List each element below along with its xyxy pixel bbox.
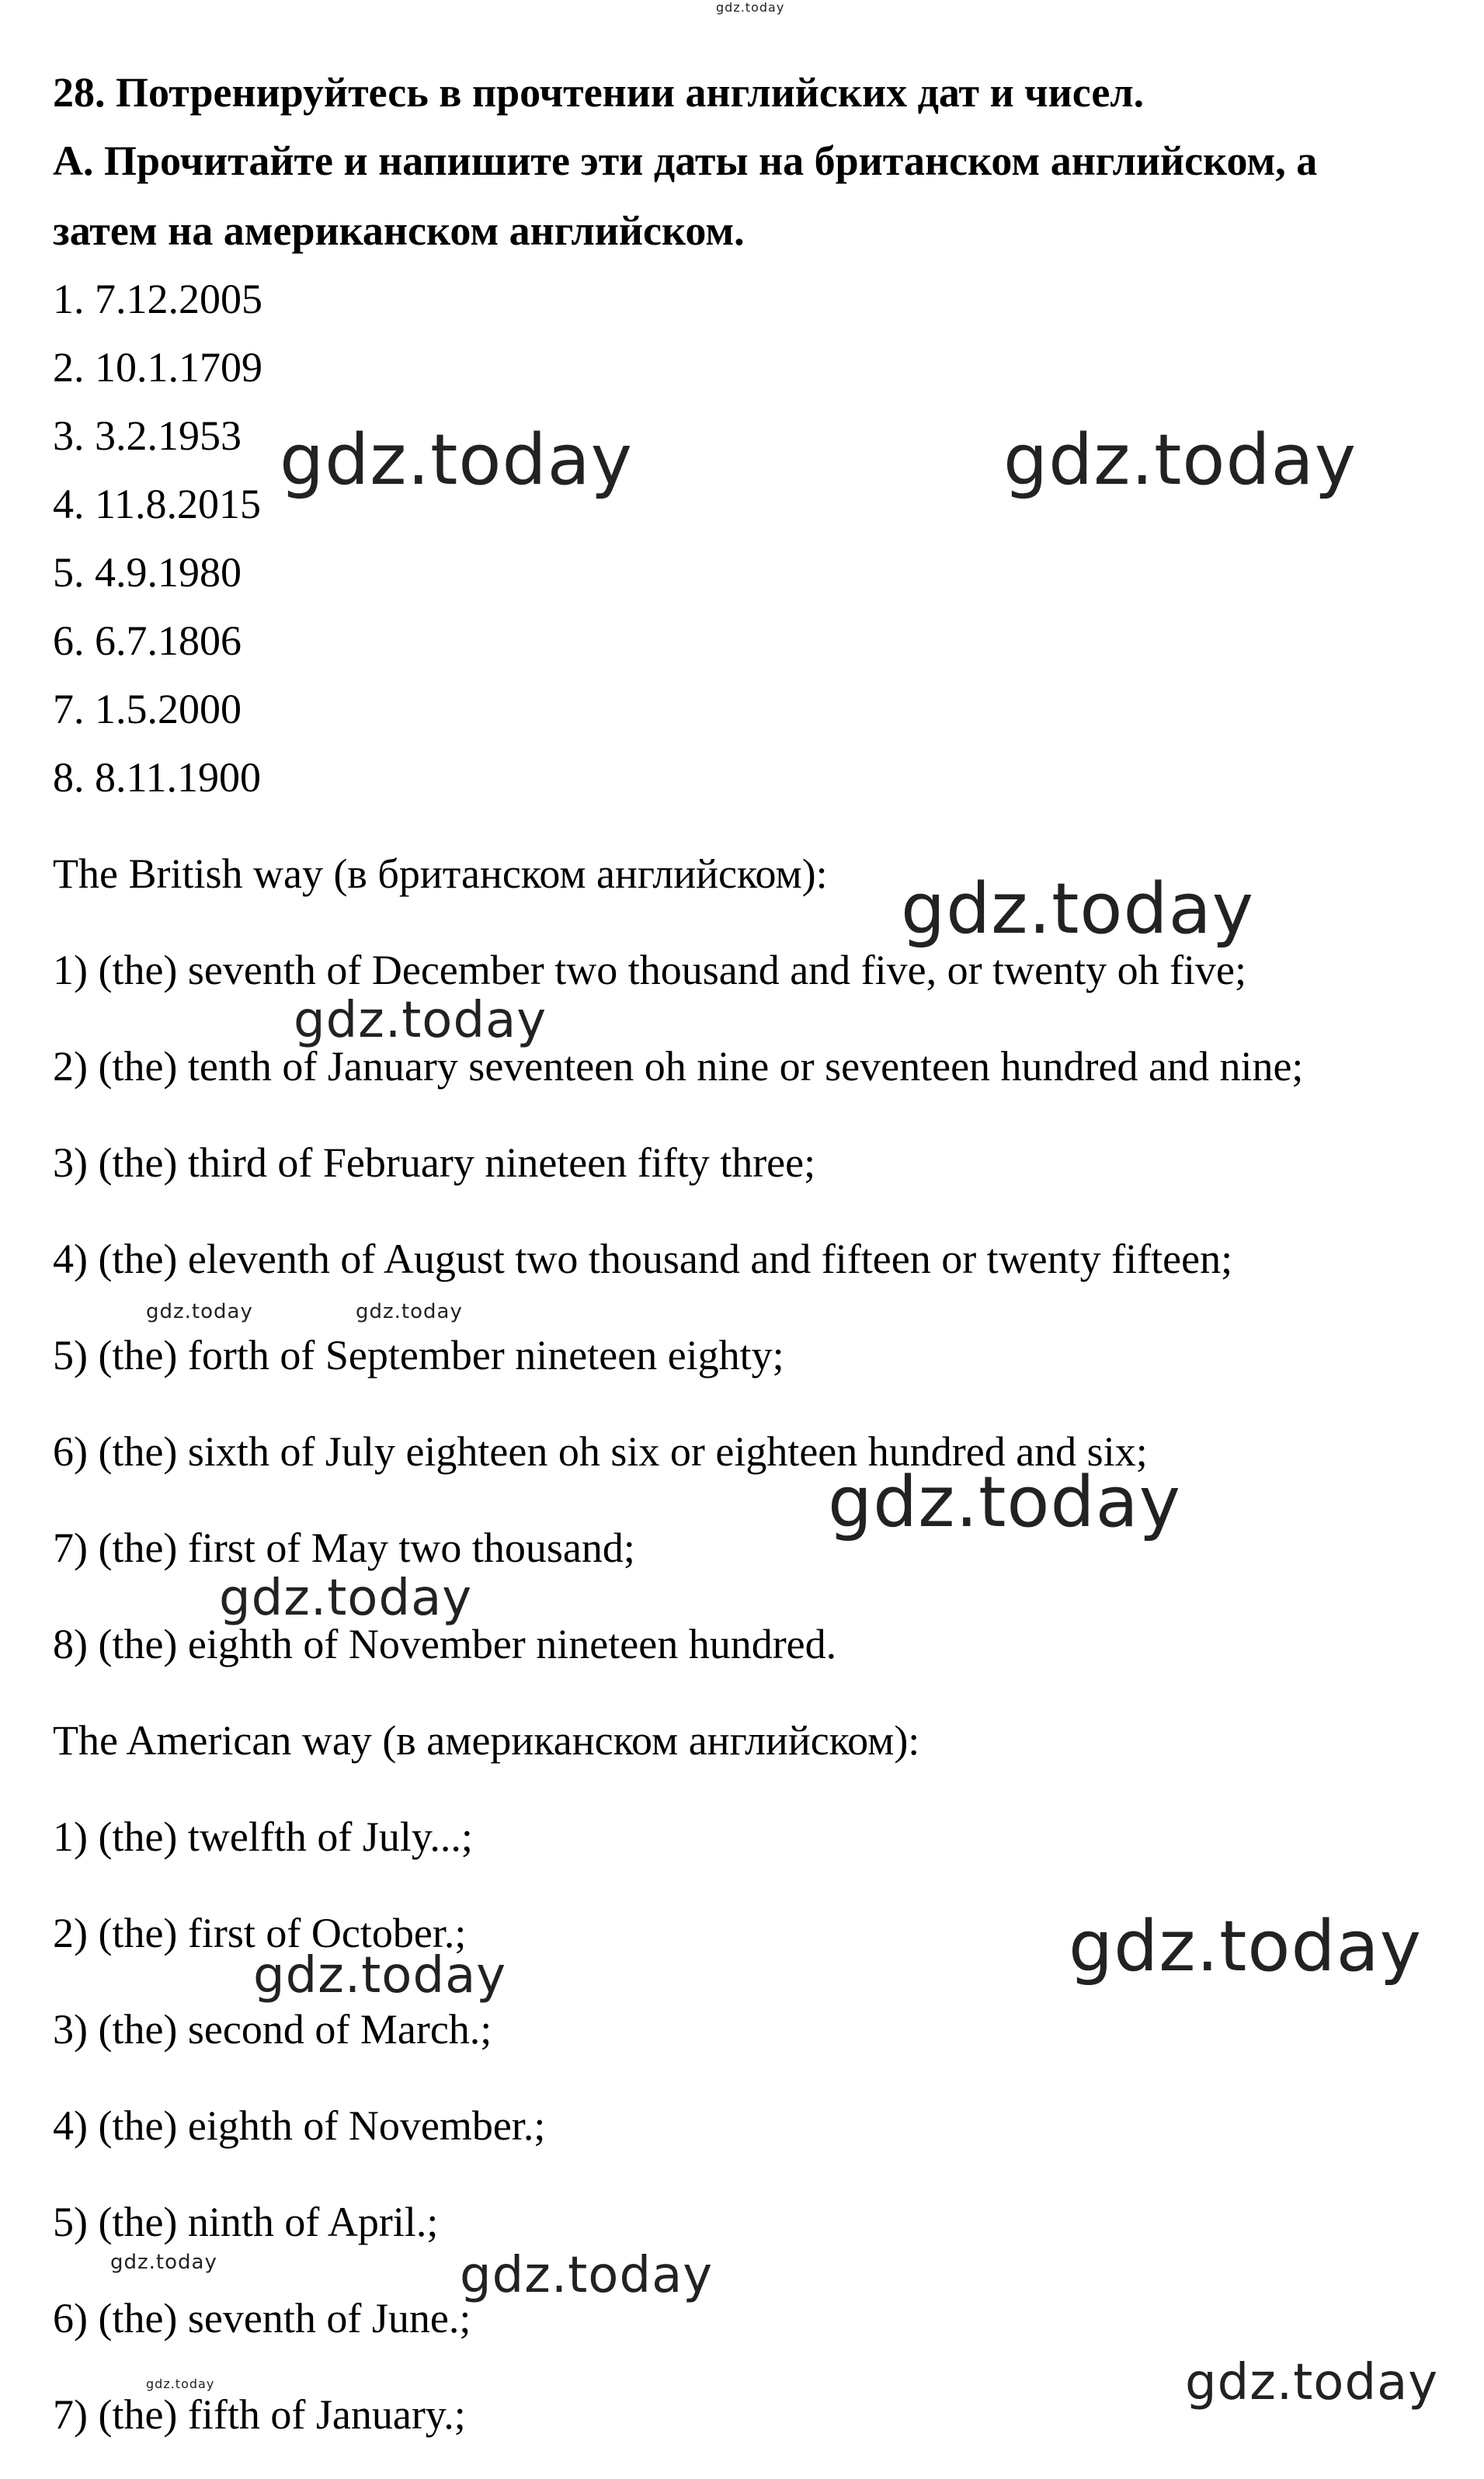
british-heading: The British way (в британском английском): <box>53 850 828 897</box>
watermark: gdz.today <box>1185 2354 1439 2411</box>
watermark: gdz.today <box>110 2251 217 2274</box>
american-item: 2) (the) first of October.; <box>53 1910 467 1956</box>
task-instruction-line-2: затем на американском английском. <box>53 207 745 254</box>
watermark: gdz.today <box>146 1300 253 1323</box>
watermark: gdz.today <box>1003 419 1357 501</box>
header-watermark: gdz.today <box>716 0 785 15</box>
date-item: 4. 11.8.2015 <box>53 481 261 527</box>
british-item: 1) (the) seventh of December two thousand and five, or twenty oh five; <box>53 947 1247 993</box>
date-item: 2. 10.1.1709 <box>53 344 262 391</box>
american-item: 1) (the) twelfth of July...; <box>53 1813 473 1860</box>
american-item: 6) (the) seventh of June.; <box>53 2295 471 2342</box>
british-item: 4) (the) eleventh of August two thousand and fifteen or twenty fifteen; <box>53 1236 1233 1282</box>
date-item: 7. 1.5.2000 <box>53 686 242 732</box>
british-item: 2) (the) tenth of January seventeen oh nine or seventeen hundred and nine; <box>53 1043 1304 1090</box>
watermark: gdz.today <box>1069 1906 1423 1987</box>
watermark: gdz.today <box>828 1462 1182 1543</box>
task-title: 28. Потренируйтесь в прочтении английских дат и чисел. <box>53 69 1145 116</box>
watermark: gdz.today <box>356 1300 463 1323</box>
date-item: 3. 3.2.1953 <box>53 412 242 459</box>
british-item: 3) (the) third of February nineteen fifty three; <box>53 1139 816 1186</box>
american-item: 4) (the) eighth of November.; <box>53 2102 546 2149</box>
date-item: 1. 7.12.2005 <box>53 276 262 322</box>
watermark: gdz.today <box>146 2376 215 2391</box>
watermark: gdz.today <box>219 1570 473 1627</box>
watermark: gdz.today <box>901 868 1255 950</box>
watermark: gdz.today <box>253 1947 507 2004</box>
watermark: gdz.today <box>460 2247 714 2304</box>
american-item: 3) (the) second of March.; <box>53 2006 492 2053</box>
date-item: 8. 8.11.1900 <box>53 754 261 801</box>
date-item: 6. 6.7.1806 <box>53 617 242 664</box>
american-heading: The American way (в американском английском): <box>53 1717 920 1764</box>
watermark: gdz.today <box>294 992 547 1049</box>
task-instruction-line-1: А. Прочитайте и напишите эти даты на британском английском, а <box>53 137 1318 184</box>
watermark: gdz.today <box>280 419 634 501</box>
british-item: 6) (the) sixth of July eighteen oh six or eighteen hundred and six; <box>53 1428 1148 1475</box>
date-item: 5. 4.9.1980 <box>53 549 242 596</box>
american-item: 5) (the) ninth of April.; <box>53 2199 439 2245</box>
american-item: 7) (the) fifth of January.; <box>53 2391 466 2438</box>
british-item: 5) (the) forth of September nineteen eighty; <box>53 1332 784 1379</box>
british-item: 7) (the) first of May two thousand; <box>53 1525 635 1571</box>
british-item: 8) (the) eighth of November nineteen hundred. <box>53 1621 837 1667</box>
